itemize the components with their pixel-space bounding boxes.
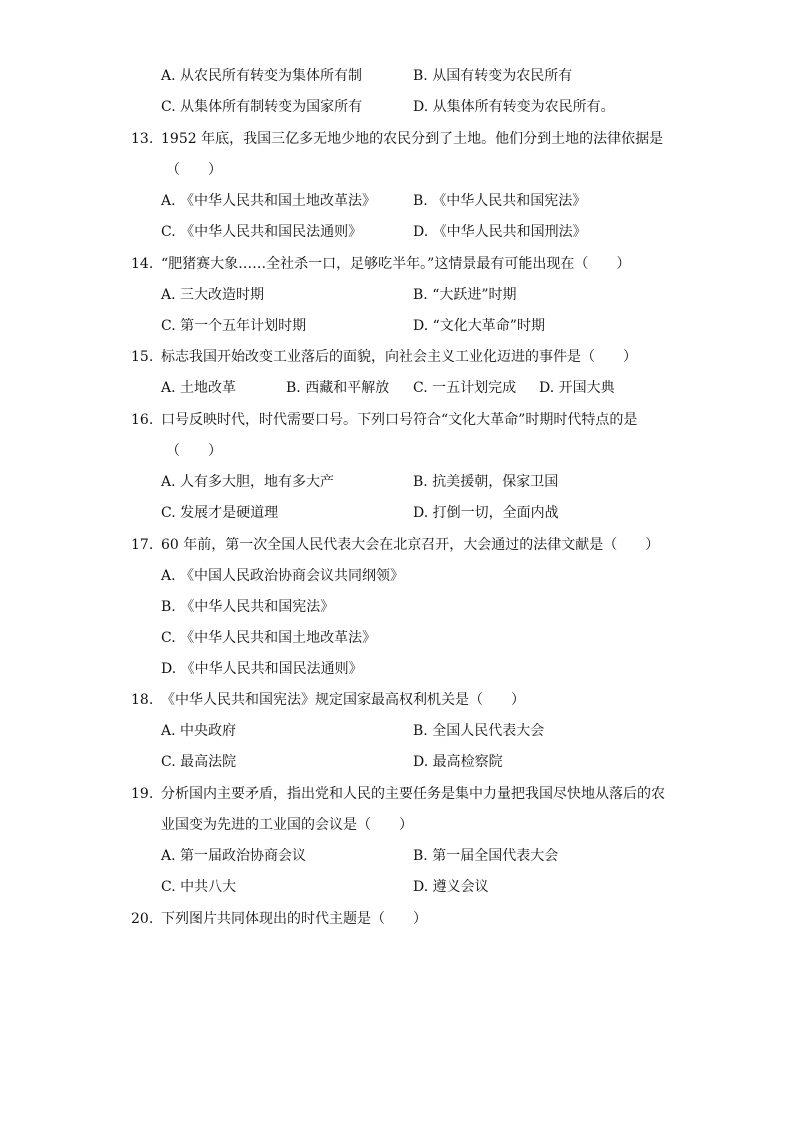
question-stem: “肥猪赛大象……全社杀一口，足够吃半年。”这情景最有可能出现在（ ）: [161, 256, 631, 272]
option-d: D. 打倒一切，全面内战: [413, 505, 559, 521]
option-b: B. “大跃进”时期: [413, 287, 517, 303]
option-a: A. 从农民所有转变为集体所有制: [161, 68, 363, 84]
question-number: 16.: [131, 412, 154, 428]
option-b: B. 从国有转变为农民所有: [413, 68, 573, 84]
option-b: B. 抗美援朝，保家卫国: [413, 474, 559, 490]
option-a: A. 中央政府: [161, 723, 237, 739]
option-c: C. 《中华人民共和国土地改革法》: [161, 630, 377, 646]
option-b: B. 全国人民代表大会: [413, 723, 545, 739]
question-stem-continued: 业国变为先进的工业国的会议是（ ）: [161, 817, 413, 833]
option-c: C. 中共八大: [161, 879, 237, 895]
question-stem: 1952 年底，我国三亿多无地少地的农民分到了土地。他们分到土地的法律依据是: [161, 131, 664, 147]
option-c: C. 发展才是硬道理: [161, 505, 279, 521]
question-number: 14.: [131, 256, 154, 272]
question-stem: 标志我国开始改变工业落后的面貌，向社会主义工业化迈进的事件是（ ）: [161, 349, 637, 365]
option-c: C. 从集体所有制转变为国家所有: [161, 99, 363, 115]
question-stem: 60 年前，第一次全国人民代表大会在北京召开，大会通过的法律文献是（ ）: [161, 537, 660, 553]
option-a: A. 三大改造时期: [161, 287, 265, 303]
option-c: C. 第一个五年计划时期: [161, 318, 307, 334]
option-d: D. 《中华人民共和国刑法》: [413, 224, 587, 240]
option-a: A. 《中华人民共和国土地改革法》: [161, 193, 377, 209]
option-d: D. 《中华人民共和国民法通则》: [161, 661, 363, 677]
question-number: 17.: [131, 537, 154, 553]
question-number: 20.: [131, 911, 154, 927]
option-d: D. 遵义会议: [413, 879, 489, 895]
option-d: D. 最高检察院: [413, 754, 503, 770]
option-c: C. 最高法院: [161, 754, 237, 770]
option-b: B. 第一届全国代表大会: [413, 848, 559, 864]
question-number: 13.: [131, 131, 154, 147]
question-stem: 《中华人民共和国宪法》规定国家最高权利机关是（ ）: [161, 692, 525, 708]
option-a: A. 第一届政治协商会议: [161, 848, 307, 864]
question-number: 19.: [131, 786, 154, 802]
option-c: C. 《中华人民共和国民法通则》: [161, 224, 363, 240]
option-d: D. “文化大革命”时期: [413, 318, 545, 334]
option-d: D. 从集体所有转变为农民所有。: [413, 99, 615, 115]
question-stem: 下列图片共同体现出的时代主题是（ ）: [161, 911, 427, 927]
question-blank: （ ）: [166, 443, 222, 459]
option-d: D. 开国大典: [539, 380, 615, 396]
option-a: A. 土地改革: [161, 380, 237, 396]
question-blank: （ ）: [166, 162, 222, 178]
question-number: 18.: [131, 692, 154, 708]
option-c: C. 一五计划完成: [413, 380, 517, 396]
option-b: B. 《中华人民共和国宪法》: [413, 193, 587, 209]
option-b: B. 《中华人民共和国宪法》: [161, 599, 335, 615]
option-a: A. 《中国人民政治协商会议共同纲领》: [161, 568, 405, 584]
question-stem: 口号反映时代，时代需要口号。下列口号符合“文化大革命”时期时代特点的是: [161, 412, 638, 428]
option-a: A. 人有多大胆，地有多大产: [161, 474, 335, 490]
option-b: B. 西藏和平解放: [286, 380, 390, 396]
question-stem: 分析国内主要矛盾，指出党和人民的主要任务是集中力量把我国尽快地从落后的农: [161, 786, 665, 802]
question-number: 15.: [131, 349, 154, 365]
